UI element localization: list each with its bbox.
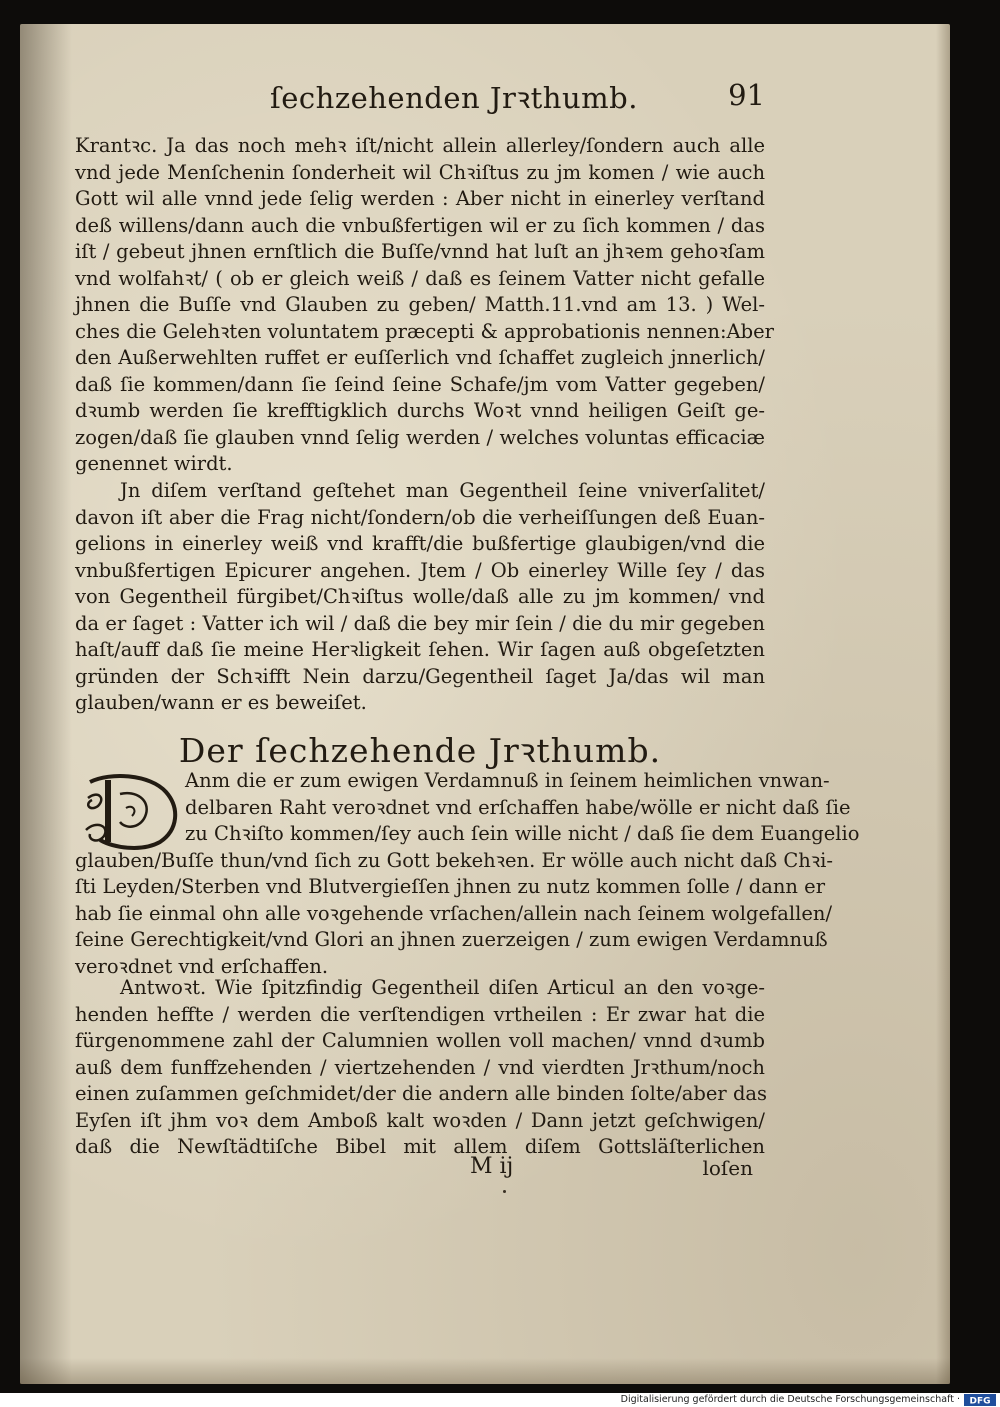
running-head <box>75 74 765 122</box>
text-line: daß die Newſtädtiſche Bibel mit allem diſem Gottsläſterlichen <box>75 1135 765 1158</box>
ink-speck <box>503 1190 506 1193</box>
paragraph-continuation <box>75 133 774 478</box>
text-line: ſti Leyden/Sterben vnd Blutvergieſſen jhnen zu nutz kommen ſolle / dann er <box>75 875 826 898</box>
text-line: iſt / gebeut jhnen ernſtlich die Buſſe/vnnd hat luſt an jhꝛem gehoꝛſam <box>75 240 765 263</box>
text-line: genennet wirdt. <box>75 452 233 475</box>
text-line: daß ſie kommen/dann ſie ſeind ſeine Schafe/jm vom Vatter gegeben/ <box>75 372 765 396</box>
text-line: glauben/Buſſe thun/vnd ſich zu Gott bekehꝛen. Er wölle auch nicht daß Chꝛi- <box>75 848 833 872</box>
text-line: zu Chꝛiſto kommen/ſey auch ſein wille nicht / daß ſie dem Euangelio <box>185 822 860 845</box>
page-foot <box>75 1152 765 1184</box>
signature-mark: M ij <box>470 1154 514 1179</box>
paragraph-error-statement <box>75 768 860 980</box>
text-line: fürgenommene zahl der Calumnien wollen voll machen/ vnnd dꝛumb <box>75 1029 765 1052</box>
text-line: Eyſen iſt jhm voꝛ dem Amboß kalt woꝛden / Dann jetzt geſchwigen/ <box>75 1108 765 1132</box>
text-line: gründen der Schꝛifft Nein darzu/Gegentheil ſaget Ja/das wil man <box>75 664 765 688</box>
page-bottom-shadow <box>20 1358 950 1384</box>
page-number: 91 <box>728 78 765 112</box>
running-title: ſechzehenden Jrꝛthumb. <box>270 81 638 115</box>
text-line: vnd wolfahꝛt/ ( ob er gleich weiß / daß es ſeinem Vatter nicht gefalle <box>75 266 765 290</box>
text-line: Krantꝛc. Ja das noch mehꝛ iſt/nicht allein allerley/ſondern auch alle <box>75 134 765 157</box>
text-line: Antwoꝛt. Wie ſpitzfindig Gegentheil diſen Articul an den voꝛge- <box>120 976 765 999</box>
text-line: glauben/wann er es beweiſet. <box>75 691 367 714</box>
text-line: den Außerwehlten ruffet er euſſerlich vnd ſchaffet zugleich jnnerlich/ <box>75 346 765 369</box>
text-line: delbaren Raht veroꝛdnet vnd erſchaffen habe/wölle er nicht daß ſie <box>185 795 851 819</box>
text-line: von Gegentheil fürgibet/Chꝛiſtus wolle/daß alle zu jm kommen/ vnd <box>75 585 765 608</box>
text-line: ches die Gelehꝛten voluntatem præcepti & approbationis nennen:Aber <box>75 319 774 343</box>
section-heading: Der ſechzehende Jrꝛthumb. <box>178 731 662 770</box>
text-line: deß willens/dann auch die vnbußfertigen wil er zu ſich kommen / das <box>75 213 765 237</box>
text-line: gelions in einerley weiß vnd krafft/die bußfertige glaubigen/vnd die <box>75 532 765 555</box>
digitization-footer <box>0 1393 1000 1407</box>
text-line: vnd jede Menſchenin ſonderheit wil Chꝛiſtus zu jm komen / wie auch <box>75 160 765 184</box>
paragraph-universality <box>75 478 765 717</box>
text-line: hab ſie einmal ohn alle voꝛgehende vrſachen/allein nach ſeinem wolgefallen/ <box>75 901 833 925</box>
page-edge-shadow <box>936 24 950 1384</box>
text-line: veroꝛdnet vnd erſchaffen. <box>75 954 329 978</box>
funding-credit: Digitalisierung gefördert durch die Deutsche Forschungsgemeinschaft · <box>620 1394 960 1405</box>
paragraph-answer <box>75 975 768 1161</box>
text-line: da er ſaget : Vatter ich wil / daß die bey mir ſein / die du mir gegeben <box>75 611 765 635</box>
catchword: loſen <box>702 1156 753 1180</box>
text-line: ſeine Gerechtigkeit/vnd Glori an jhnen zuerzeigen / zum ewigen Verdamnuß <box>75 928 828 951</box>
text-line: Jn diſem verſtand geſtehet man Gegentheil ſeine vniverſalitet/ <box>120 479 765 502</box>
text-line: Gott wil alle vnnd jede ſelig werden : Aber nicht in einerley verſtand <box>75 187 765 210</box>
text-line: zogen/daß ſie glauben vnnd ſelig werden / welches voluntas efficaciæ <box>75 425 765 449</box>
dfg-logo-icon <box>964 1394 996 1406</box>
text-line: henden heffte / werden die verſtendigen vrtheilen : Er zwar hat die <box>75 1002 765 1026</box>
text-line: dꝛumb werden ſie krefftigklich durchs Woꝛt vnnd heiligen Geiſt ge- <box>75 399 765 422</box>
text-line: vnbußfertigen Epicurer angehen. Jtem / Ob einerley Wille ſey / das <box>75 558 765 582</box>
text-line: haſt/auff daß ſie meine Herꝛligkeit ſehen. Wir ſagen auß obgeſetzten <box>75 638 765 661</box>
dfg-logo-text: DFG <box>969 1396 991 1407</box>
text-line: auß dem funffzehenden / viertzehenden / vnd vierdten Jrꝛthum/noch <box>75 1055 765 1079</box>
text-line: jhnen die Buſſe vnd Glauben zu geben/ Matth.11.vnd am 13. ) Wel- <box>75 293 765 316</box>
text-line: davon iſt aber die Frag nicht/ſondern/ob die verheiſſungen deß Euan- <box>75 505 765 529</box>
text-line: Anm die er zum ewigen Verdamnuß in ſeinem heimlichen vnwan- <box>185 769 830 792</box>
text-line: einen zuſammen geſchmidet/der die andern alle binden ſolte/aber das <box>75 1082 768 1105</box>
